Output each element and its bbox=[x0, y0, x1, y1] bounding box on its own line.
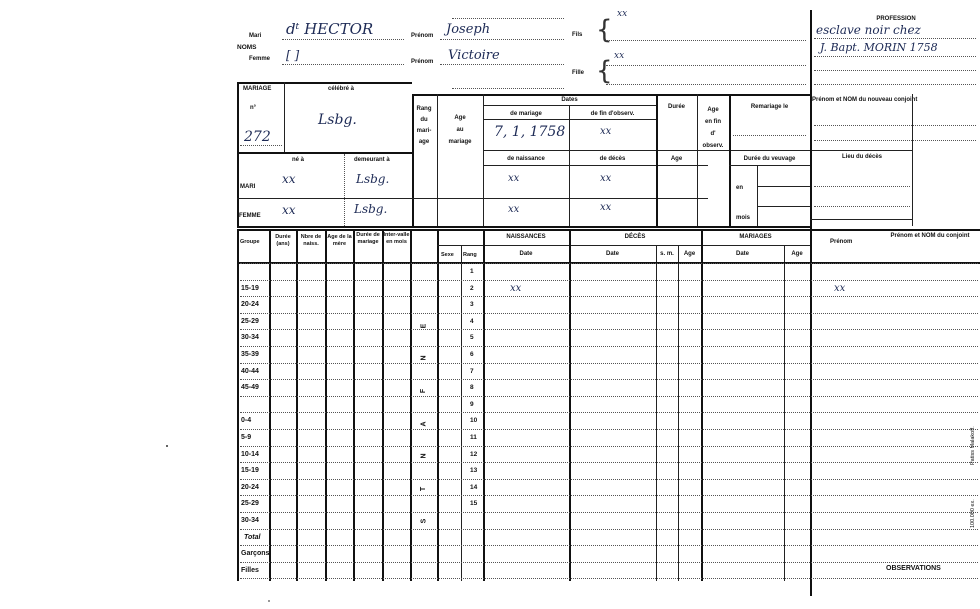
fils-value: xx bbox=[614, 51, 625, 61]
rank-number: 8 bbox=[470, 384, 474, 391]
row-line bbox=[240, 545, 978, 546]
mois-label: mois bbox=[736, 215, 751, 221]
mariage-date-header: Date bbox=[735, 251, 749, 257]
enfants-letter: E bbox=[420, 323, 428, 329]
rang-header: Rang bbox=[463, 252, 477, 258]
enfants-letter: T bbox=[420, 486, 428, 492]
row-line bbox=[240, 296, 978, 297]
femme-name-line bbox=[282, 64, 404, 65]
enfants-letter: A bbox=[420, 421, 428, 427]
duree-veuvage-label: Durée du veuvage bbox=[743, 156, 796, 162]
age-fin-label: Age en fin d' observ. bbox=[702, 107, 724, 149]
group-label: 15-19 bbox=[241, 285, 259, 292]
femme-label: Femme bbox=[249, 56, 271, 62]
lieu-line-3 bbox=[810, 219, 912, 220]
block-bottom-line bbox=[237, 226, 810, 228]
lieu-deces-top-line bbox=[812, 150, 912, 151]
group-label: 10-14 bbox=[241, 451, 259, 458]
row-line bbox=[240, 329, 978, 330]
femme-surname: [ ] bbox=[286, 48, 300, 62]
mariage-number: 272 bbox=[244, 129, 271, 145]
mariage-ne-divider bbox=[344, 154, 345, 226]
femme-row-label: FEMME bbox=[239, 213, 261, 219]
rank-number: 9 bbox=[470, 401, 474, 408]
intervalle-header: Inter-valle en mois bbox=[383, 232, 410, 245]
naissance-date-header: Date bbox=[519, 251, 533, 257]
group-label: 40-44 bbox=[241, 368, 259, 375]
group-label: 30-34 bbox=[241, 334, 259, 341]
remariage-label: Remariage le bbox=[750, 104, 789, 110]
remariage-line bbox=[733, 135, 806, 136]
mariage-number-line bbox=[240, 145, 282, 146]
group-label: 25-29 bbox=[241, 318, 259, 325]
rank-number: 7 bbox=[470, 368, 474, 375]
children-top-line bbox=[237, 229, 980, 231]
fils-label: Fils bbox=[572, 32, 583, 38]
mari-row-line bbox=[237, 198, 412, 199]
mariage-no-divider bbox=[284, 82, 285, 152]
mari-prenom: Joseph bbox=[446, 22, 491, 37]
child2-prenom-value: xx bbox=[834, 283, 846, 294]
child2-birth-value: xx bbox=[510, 283, 522, 294]
profession-rule-1 bbox=[814, 38, 976, 39]
group-label: 5-9 bbox=[241, 434, 252, 441]
age-mere-header: Age de la mère bbox=[327, 234, 352, 247]
print-run-note: 100.000 ex. bbox=[970, 499, 976, 528]
mariage-place: Lsbg. bbox=[318, 112, 357, 128]
fin-observ-value: xx bbox=[600, 126, 612, 137]
group-label: 30-34 bbox=[241, 517, 259, 524]
fin-observ-label: de fin d'observ. bbox=[590, 111, 635, 117]
profession-rule-3 bbox=[814, 70, 976, 71]
top-dotted-line bbox=[452, 18, 564, 19]
dates-mid-line bbox=[483, 150, 810, 151]
mari-label: Mari bbox=[249, 33, 262, 39]
group-label: 20-24 bbox=[241, 484, 259, 491]
rank-number: 2 bbox=[470, 285, 474, 292]
speck bbox=[166, 445, 168, 447]
row-line bbox=[240, 529, 978, 530]
row-line bbox=[240, 412, 978, 413]
profession-line-1: esclave noir chez bbox=[816, 23, 921, 37]
rank-number: 12 bbox=[470, 451, 478, 458]
dates-mari-line bbox=[412, 198, 708, 199]
children-left-line bbox=[237, 229, 239, 581]
fille-brace: { bbox=[596, 56, 613, 86]
deces-header: DÉCÈS bbox=[624, 234, 646, 240]
group-label: 15-19 bbox=[241, 467, 259, 474]
mari-row-label: MARI bbox=[240, 184, 256, 190]
row-line bbox=[240, 562, 978, 563]
rank-number: 3 bbox=[470, 301, 474, 308]
deces-date-header: Date bbox=[605, 251, 619, 257]
right-box-divider bbox=[912, 94, 913, 226]
duree-ans-header: Durée (ans) bbox=[275, 234, 291, 247]
lieu-deces-label: Lieu du décès bbox=[841, 154, 882, 160]
row-line bbox=[240, 578, 978, 579]
veuvage-divider bbox=[757, 166, 758, 226]
row-line bbox=[240, 346, 978, 347]
mari-surname: dᵗ HECTOR bbox=[286, 20, 374, 38]
prenom-nom-conjoint-header: Prénom et NOM du conjoint bbox=[890, 233, 970, 239]
lieu-line-2 bbox=[814, 206, 910, 207]
no-label: n° bbox=[250, 105, 257, 111]
row-line bbox=[240, 363, 978, 364]
row-line bbox=[240, 479, 978, 480]
profession-rule-2 bbox=[814, 56, 976, 57]
nouveau-conjoint-label: Prénom et NOM du nouveau conjoint bbox=[812, 97, 918, 103]
nouveau-conjoint-line-2 bbox=[814, 140, 976, 141]
fille-line bbox=[606, 65, 806, 66]
speck bbox=[268, 600, 270, 602]
mari-ne-value: xx bbox=[282, 172, 296, 186]
femme-prenom-label: Prénom bbox=[411, 59, 434, 65]
dates-top-line bbox=[412, 94, 810, 96]
rank-number: 10 bbox=[470, 417, 478, 424]
date-header-line bbox=[483, 119, 656, 120]
ne-label: né à bbox=[292, 157, 305, 163]
group-label: 25-29 bbox=[241, 500, 259, 507]
age-label-right: Age bbox=[670, 156, 683, 162]
mari-name-line bbox=[282, 39, 404, 40]
mariages-header: MARIAGES bbox=[739, 234, 772, 240]
group-label: 0-4 bbox=[241, 417, 252, 424]
rank-number: 11 bbox=[470, 434, 477, 441]
femme-deces-value: xx bbox=[600, 202, 612, 213]
profession-line-2: J. Bapt. MORIN 1758 bbox=[820, 41, 938, 54]
rank-number: 5 bbox=[470, 334, 474, 341]
row-line bbox=[240, 396, 978, 397]
naissance-under-line bbox=[483, 165, 708, 166]
enfants-letter: N bbox=[420, 355, 428, 361]
sexe-header: Sexe bbox=[441, 252, 454, 258]
enfants-letter: F bbox=[420, 388, 428, 394]
group-label: Total bbox=[244, 534, 261, 541]
group-label: 20-24 bbox=[241, 301, 259, 308]
mari-prenom-line bbox=[440, 39, 564, 40]
nbre-naiss-header: Nbre de naiss. bbox=[300, 234, 322, 247]
children-subheader-line bbox=[437, 245, 810, 246]
row-line bbox=[240, 280, 978, 281]
mari-demeurant-value: Lsbg. bbox=[356, 172, 390, 186]
group-label: Filles bbox=[241, 567, 259, 574]
rang-label: Rang du mari- age bbox=[416, 106, 432, 145]
noms-label: NOMS bbox=[237, 44, 257, 51]
mari-naissance-value: xx bbox=[508, 173, 520, 184]
mariage-title: MARIAGE bbox=[243, 86, 272, 92]
age-mariage-label: Age au mariage bbox=[448, 115, 472, 145]
naissances-header: NAISSANCES bbox=[506, 234, 546, 240]
mari-prenom-label: Prénom bbox=[411, 33, 434, 39]
rank-number: 13 bbox=[470, 467, 478, 474]
row-line bbox=[240, 313, 978, 314]
enfants-letter: S bbox=[420, 518, 428, 524]
printer-note: Patiss Malakoff. bbox=[970, 426, 976, 465]
rank-number: 1 bbox=[470, 268, 474, 275]
group-label: 35-39 bbox=[241, 351, 259, 358]
lieu-line-1 bbox=[814, 186, 910, 187]
row-line bbox=[240, 495, 978, 496]
duree-label: Durée bbox=[667, 104, 685, 110]
profession-label: PROFESSION bbox=[876, 16, 916, 22]
group-label: 45-49 bbox=[241, 384, 259, 391]
prenom-header: Prénom bbox=[830, 239, 853, 245]
fille-label: Fille bbox=[572, 70, 585, 76]
en-label: en bbox=[736, 185, 744, 191]
fils-brace: { bbox=[596, 15, 613, 45]
mariage-top-line bbox=[237, 82, 412, 84]
rank-number: 4 bbox=[470, 318, 474, 325]
celebre-label: célébré à bbox=[328, 86, 355, 92]
top-value: xx bbox=[617, 9, 628, 19]
row-line bbox=[240, 429, 978, 430]
veuvage-line-1 bbox=[757, 186, 810, 187]
row-line bbox=[240, 446, 978, 447]
row-line bbox=[240, 512, 978, 513]
enfants-letter: N bbox=[420, 453, 428, 459]
row-line bbox=[240, 379, 978, 380]
mari-deces-value: xx bbox=[600, 173, 612, 184]
fille-line-2 bbox=[606, 84, 806, 85]
veuvage-under-line bbox=[729, 165, 810, 166]
groupe-header: Groupe bbox=[240, 239, 260, 245]
mariage-age-header: Age bbox=[791, 251, 803, 257]
sm-header: s. m. bbox=[660, 251, 674, 257]
de-deces-label: de décès bbox=[599, 156, 626, 162]
veuvage-line-2 bbox=[757, 206, 810, 207]
dates-label: Dates bbox=[561, 97, 578, 103]
nouveau-conjoint-line-1 bbox=[814, 125, 976, 126]
femme-naissance-value: xx bbox=[508, 204, 520, 215]
femme-ne-value: xx bbox=[282, 203, 296, 217]
demeurant-label: demeurant à bbox=[354, 157, 390, 163]
group-label: Garçons bbox=[241, 550, 270, 557]
femme-demeurant-value: Lsbg. bbox=[354, 202, 388, 216]
observations-label: OBSERVATIONS bbox=[886, 565, 941, 572]
duree-mariage-header: Durée de mariage bbox=[356, 232, 380, 245]
femme-prenom-line bbox=[440, 64, 564, 65]
fils-line bbox=[606, 40, 806, 41]
rank-number: 14 bbox=[470, 484, 478, 491]
profession-rule-4 bbox=[814, 84, 976, 85]
row-line bbox=[240, 263, 978, 264]
mariage-mid-line bbox=[237, 152, 412, 154]
mariage-left-line bbox=[237, 82, 239, 228]
de-mariage-label: de mariage bbox=[510, 111, 542, 117]
date-mariage-value: 7, 1, 1758 bbox=[494, 124, 566, 140]
deces-age-header: Age bbox=[683, 251, 696, 257]
rank-number: 15 bbox=[470, 500, 478, 507]
de-naissance-label: de naissance bbox=[507, 156, 545, 162]
femme-prenom: Victoire bbox=[448, 48, 500, 63]
bottom-dotted-line bbox=[452, 88, 564, 89]
rank-number: 6 bbox=[470, 351, 474, 358]
row-line bbox=[240, 462, 978, 463]
